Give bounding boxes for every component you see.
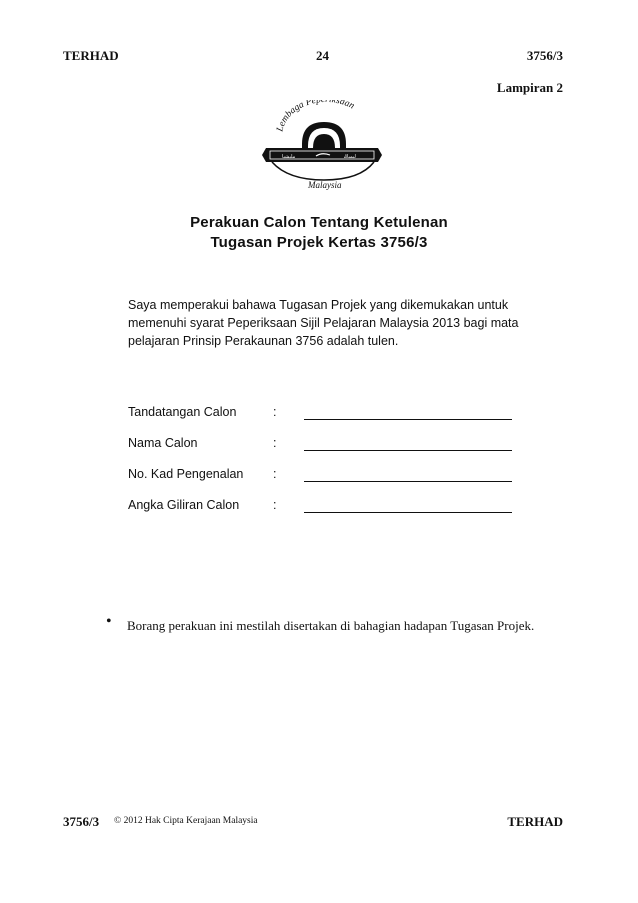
field-label: Tandatangan Calon (128, 405, 237, 419)
field-label: Angka Giliran Calon (128, 498, 240, 512)
signature-line[interactable] (304, 419, 512, 420)
index-number-line[interactable] (304, 512, 512, 513)
name-line[interactable] (304, 450, 512, 451)
document-title-line2: Tugasan Projek Kertas 3756/3 (210, 234, 428, 251)
svg-text:ﻣﻠﻴﺸﻴﺎ: ﻣﻠﻴﺸﻴﺎ (282, 154, 296, 160)
logo-bottom-text: Malaysia (308, 180, 342, 190)
page-number: 24 (316, 48, 329, 63)
field-label: No. Kad Pengenalan (128, 467, 244, 481)
exam-board-emblem-icon (258, 100, 386, 192)
footer-paper-code: 3756/3 (63, 814, 100, 829)
footer-classification: TERHAD (507, 814, 563, 829)
field-colon: : (273, 498, 277, 512)
header-classification: TERHAD (63, 48, 119, 63)
field-colon: : (273, 436, 277, 450)
declaration-text: Saya memperakui bahawa Tugasan Projek yang dikemukakan untuk memenuhi syarat Peperiksaan Sijil Pelajaran Malaysia 2013 bagi mata pelajaran Prinsip Perakaunan 3756 adalah tulen. (128, 298, 519, 348)
header-paper-code: 3756/3 (526, 48, 563, 63)
field-label: Nama Calon (128, 436, 198, 450)
document-title-line1: Perakuan Calon Tentang Ketulenan (190, 214, 448, 231)
signature-field-row (128, 405, 528, 425)
name-field-row (128, 436, 528, 456)
ic-number-line[interactable] (304, 481, 512, 482)
index-number-field-row (128, 498, 528, 518)
field-colon: : (273, 405, 277, 419)
logo-arc-text: Lembaga Pepe iksaan (275, 100, 356, 133)
bullet-icon: • (106, 613, 112, 630)
attachment-note: Borang perakuan ini mestilah disertakan di bahagian hadapan Tugasan Projek. (127, 618, 535, 633)
attachment-label: Lampiran 2 (496, 80, 563, 95)
field-colon: : (273, 467, 277, 481)
copyright-notice: © 2012 Hak Cipta Kerajaan Malaysia (114, 816, 258, 826)
svg-text:ﻟﻴﻤﺒﺎݢ: ﻟﻴﻤﺒﺎݢ (344, 154, 356, 160)
ic-number-field-row (128, 467, 528, 487)
